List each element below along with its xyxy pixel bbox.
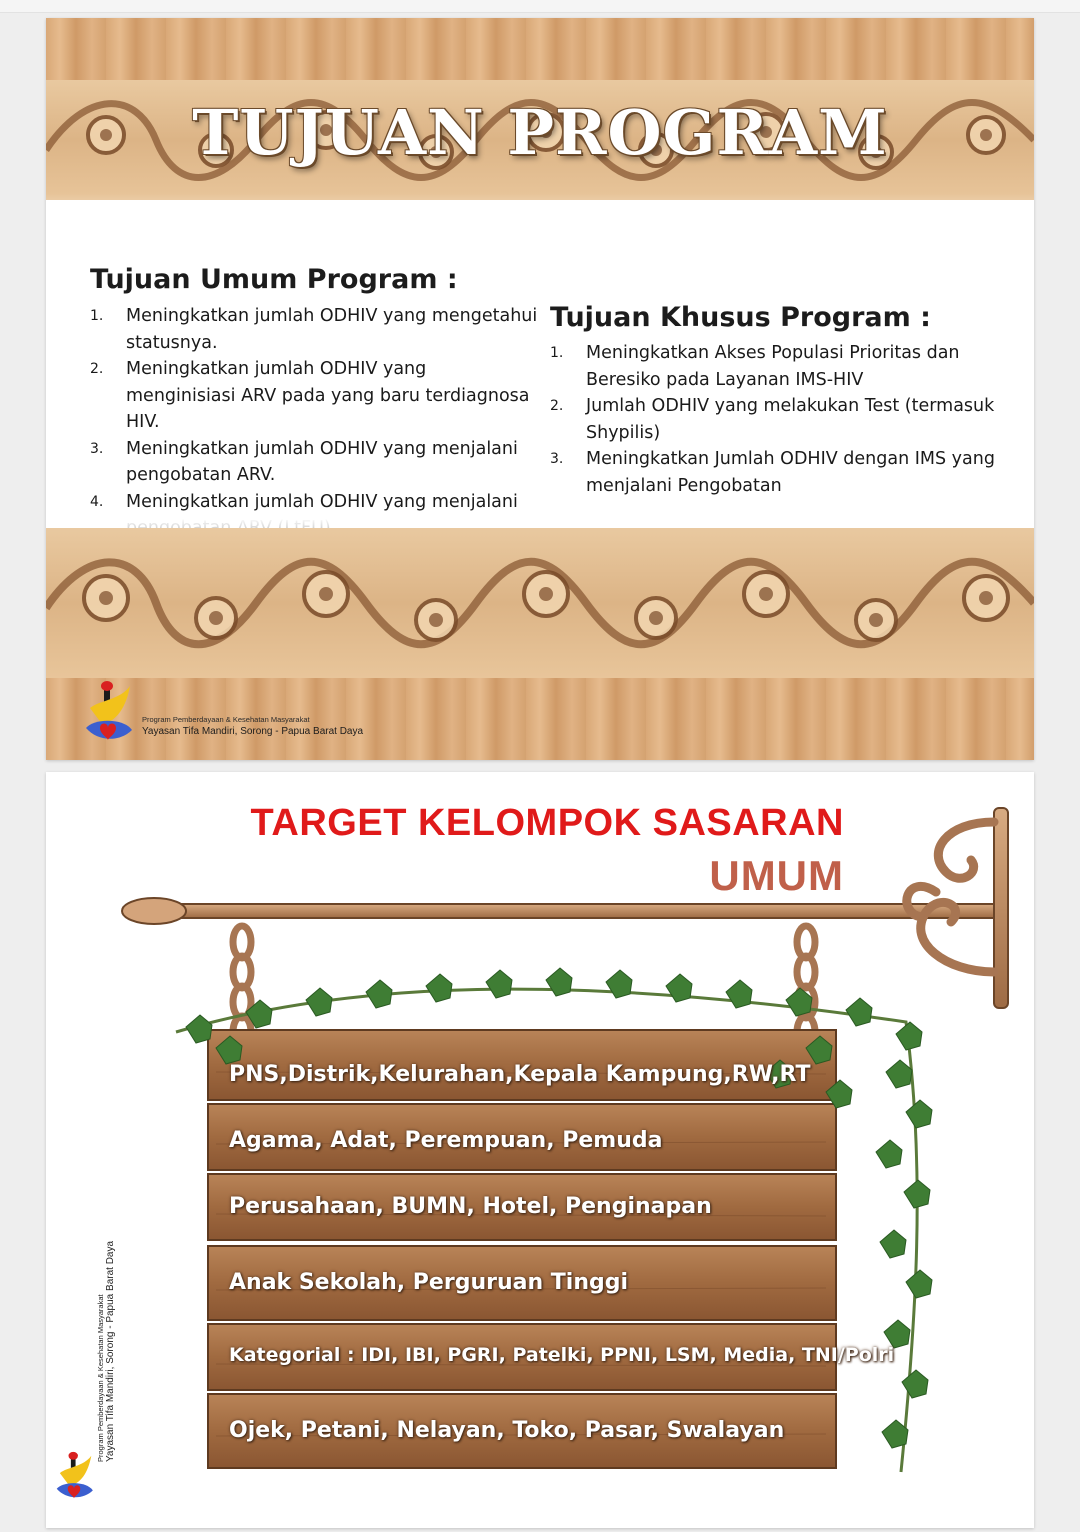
yayasan-logo-icon [52,1448,96,1506]
list-text: Meningkatkan Akses Populasi Prioritas dan Beresiko pada Layanan IMS-HIV [586,343,960,390]
carved-ornament-bottom [46,528,1034,678]
list-number: 1. [550,345,564,361]
list-item [90,303,540,356]
slide2-title: TARGET KELOMPOK SASARAN [250,802,844,844]
org-program-name: Program Pemberdayaan & Kesehatan Masyarakat [142,715,310,724]
list-number: 3. [550,451,564,467]
tujuan-umum-list [90,303,540,542]
plank-label: Kategorial : IDI, IBI, PGRI, Patelki, PPNI, LSM, Media, TNI/Polri [229,1344,895,1366]
list-text: Meningkatkan Jumlah ODHIV dengan IMS yang menjalani Pengobatan [586,449,995,496]
app-top-bar [0,0,1080,13]
org-program-name: Program Pemberdayaan & Kesehatan Masyarakat [96,1294,105,1462]
list-item [90,356,540,436]
org-vertical-caption [96,1241,116,1462]
plank-label: Anak Sekolah, Perguruan Tinggi [229,1270,629,1295]
plank-label: PNS,Distrik,Kelurahan,Kepala Kampung,RW,RT [229,1062,811,1087]
list-number: 2. [90,361,104,377]
list-item [90,436,540,489]
tujuan-khusus-heading: Tujuan Khusus Program : [550,302,931,333]
tujuan-umum-heading: Tujuan Umum Program : [90,264,458,295]
list-item [550,340,1002,393]
list-text: Meningkatkan jumlah ODHIV yang mengetahui statusnya. [126,306,538,353]
list-text: Meningkatkan jumlah ODHIV yang menginisiasi ARV pada yang baru terdiagnosa HIV. [126,359,530,432]
list-text: Jumlah ODHIV yang melakukan Test (termasuk Shypilis) [586,396,995,443]
plank-label: Agama, Adat, Perempuan, Pemuda [229,1128,663,1153]
slide2-subtitle: UMUM [709,852,844,899]
list-text: Meningkatkan jumlah ODHIV yang menjalani [126,491,518,512]
sign-planks [208,1030,836,1468]
list-item [550,393,1002,446]
list-number: 4. [90,493,104,510]
wood-frame-top [46,18,1034,80]
ornament-swirls-bottom [46,528,1034,678]
slide-target-kelompok [46,772,1034,1528]
org-foundation-name: Yayasan Tifa Mandiri, Sorong - Papua Barat Daya [142,726,364,737]
org-foundation-name: Yayasan Tifa Mandiri, Sorong - Papua Barat Daya [105,1240,116,1462]
list-text: Meningkatkan jumlah ODHIV yang menjalani pengobatan ARV. [126,438,518,485]
list-item [550,446,1002,499]
tujuan-khusus-list [550,340,1002,499]
ornament-fade-top [46,193,1034,263]
yayasan-logo-icon [80,678,136,748]
slide-tujuan-program [46,18,1034,760]
plank-label: Perusahaan, BUMN, Hotel, Penginapan [229,1194,712,1219]
slide1-title: TUJUAN PROGRAM [192,96,888,169]
list-number: 1. [90,308,104,324]
list-number: 2. [550,398,564,414]
list-number: 3. [90,440,104,457]
plank-label: Ojek, Petani, Nelayan, Toko, Pasar, Swalayan [229,1418,785,1443]
